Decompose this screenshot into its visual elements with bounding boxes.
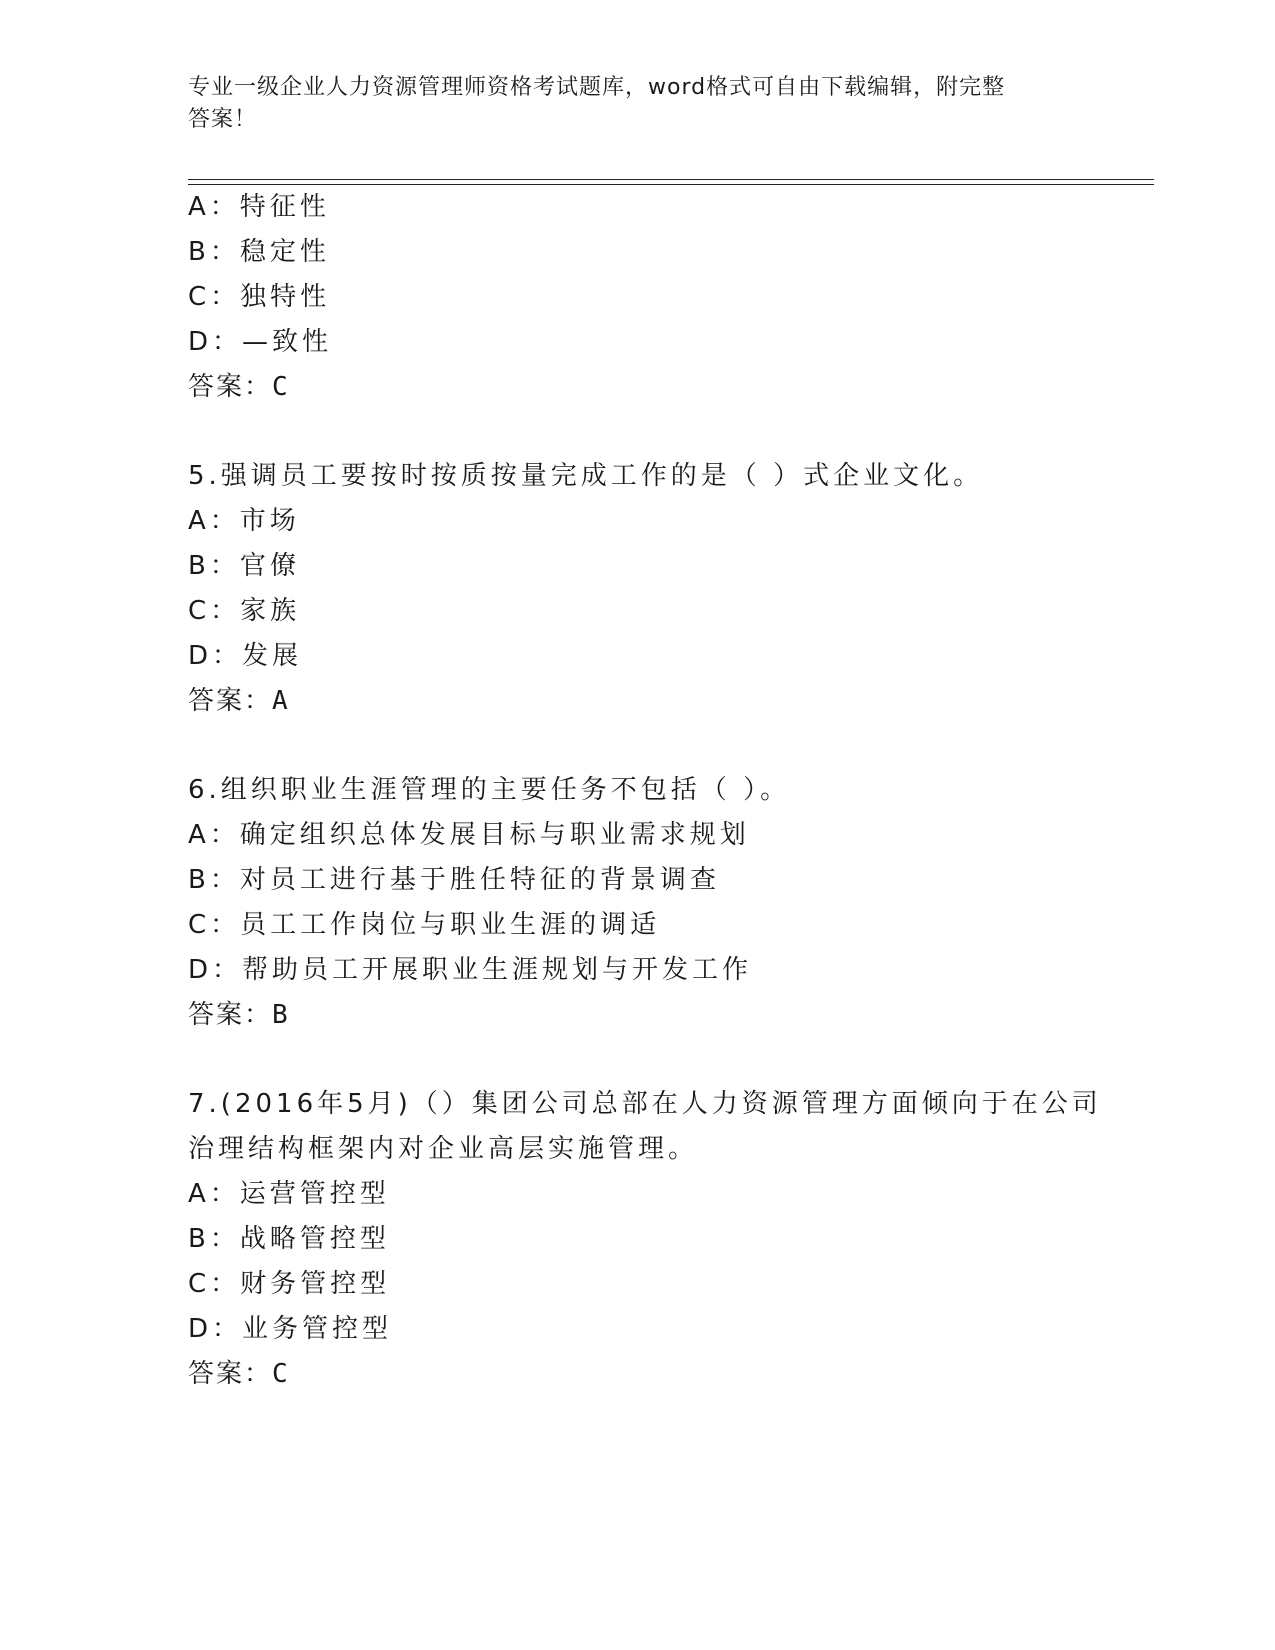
q6-option-d: D：帮助员工开展职业生涯规划与开发工作 <box>188 955 753 985</box>
q5-option-c: C：家族 <box>188 596 301 626</box>
q5-answer-value: A <box>272 686 290 716</box>
q6-stem: 6.组织职业生涯管理的主要任务不包括（ ）。 <box>188 775 791 805</box>
q5-option-b: B：官僚 <box>188 551 300 581</box>
q6-answer-value: B <box>272 1000 290 1030</box>
q7-answer-value: C <box>272 1359 290 1389</box>
q4-answer <box>188 370 290 404</box>
q7-answer <box>188 1357 290 1391</box>
q5-option-a: A：市场 <box>188 506 300 536</box>
q4-option-b: B：稳定性 <box>188 237 330 267</box>
header-divider-bottom <box>188 184 1154 185</box>
q6-answer-label: 答案： <box>188 1000 273 1030</box>
q7-stem-line-1: 7.(2016年5月)（）集团公司总部在人力资源管理方面倾向于在公司 <box>188 1089 1102 1119</box>
q4-option-c: C：独特性 <box>188 282 331 312</box>
q6-option-c: C：员工工作岗位与职业生涯的调适 <box>188 910 661 940</box>
q4-answer-label: 答案： <box>188 372 273 402</box>
q6-option-a: A：确定组织总体发展目标与职业需求规划 <box>188 820 750 850</box>
q4-answer-value: C <box>272 372 290 402</box>
q5-stem: 5.强调员工要按时按质按量完成工作的是（ ）式企业文化。 <box>188 461 984 491</box>
q4-option-d: D：—致性 <box>188 327 333 357</box>
q6-option-b: B：对员工进行基于胜任特征的背景调查 <box>188 865 720 895</box>
header-line-1: 专业一级企业人力资源管理师资格考试题库，word格式可自由下载编辑，附完整 <box>188 75 1006 100</box>
q6-answer <box>188 998 290 1032</box>
document-header <box>188 72 1068 136</box>
q7-option-a: A：运营管控型 <box>188 1179 390 1209</box>
q5-answer-label: 答案： <box>188 686 273 716</box>
q7-answer-label: 答案： <box>188 1359 273 1389</box>
q7-option-b: B：战略管控型 <box>188 1224 390 1254</box>
q7-option-d: D：业务管控型 <box>188 1314 393 1344</box>
q4-option-a: A：特征性 <box>188 192 330 222</box>
q5-answer <box>188 684 290 718</box>
q7-option-c: C：财务管控型 <box>188 1269 391 1299</box>
header-line-2: 答案！ <box>188 107 258 132</box>
header-divider-top <box>188 179 1154 180</box>
q7-stem-line-2: 治理结构框架内对企业高层实施管理。 <box>188 1134 699 1164</box>
q5-option-d: D：发展 <box>188 641 303 671</box>
